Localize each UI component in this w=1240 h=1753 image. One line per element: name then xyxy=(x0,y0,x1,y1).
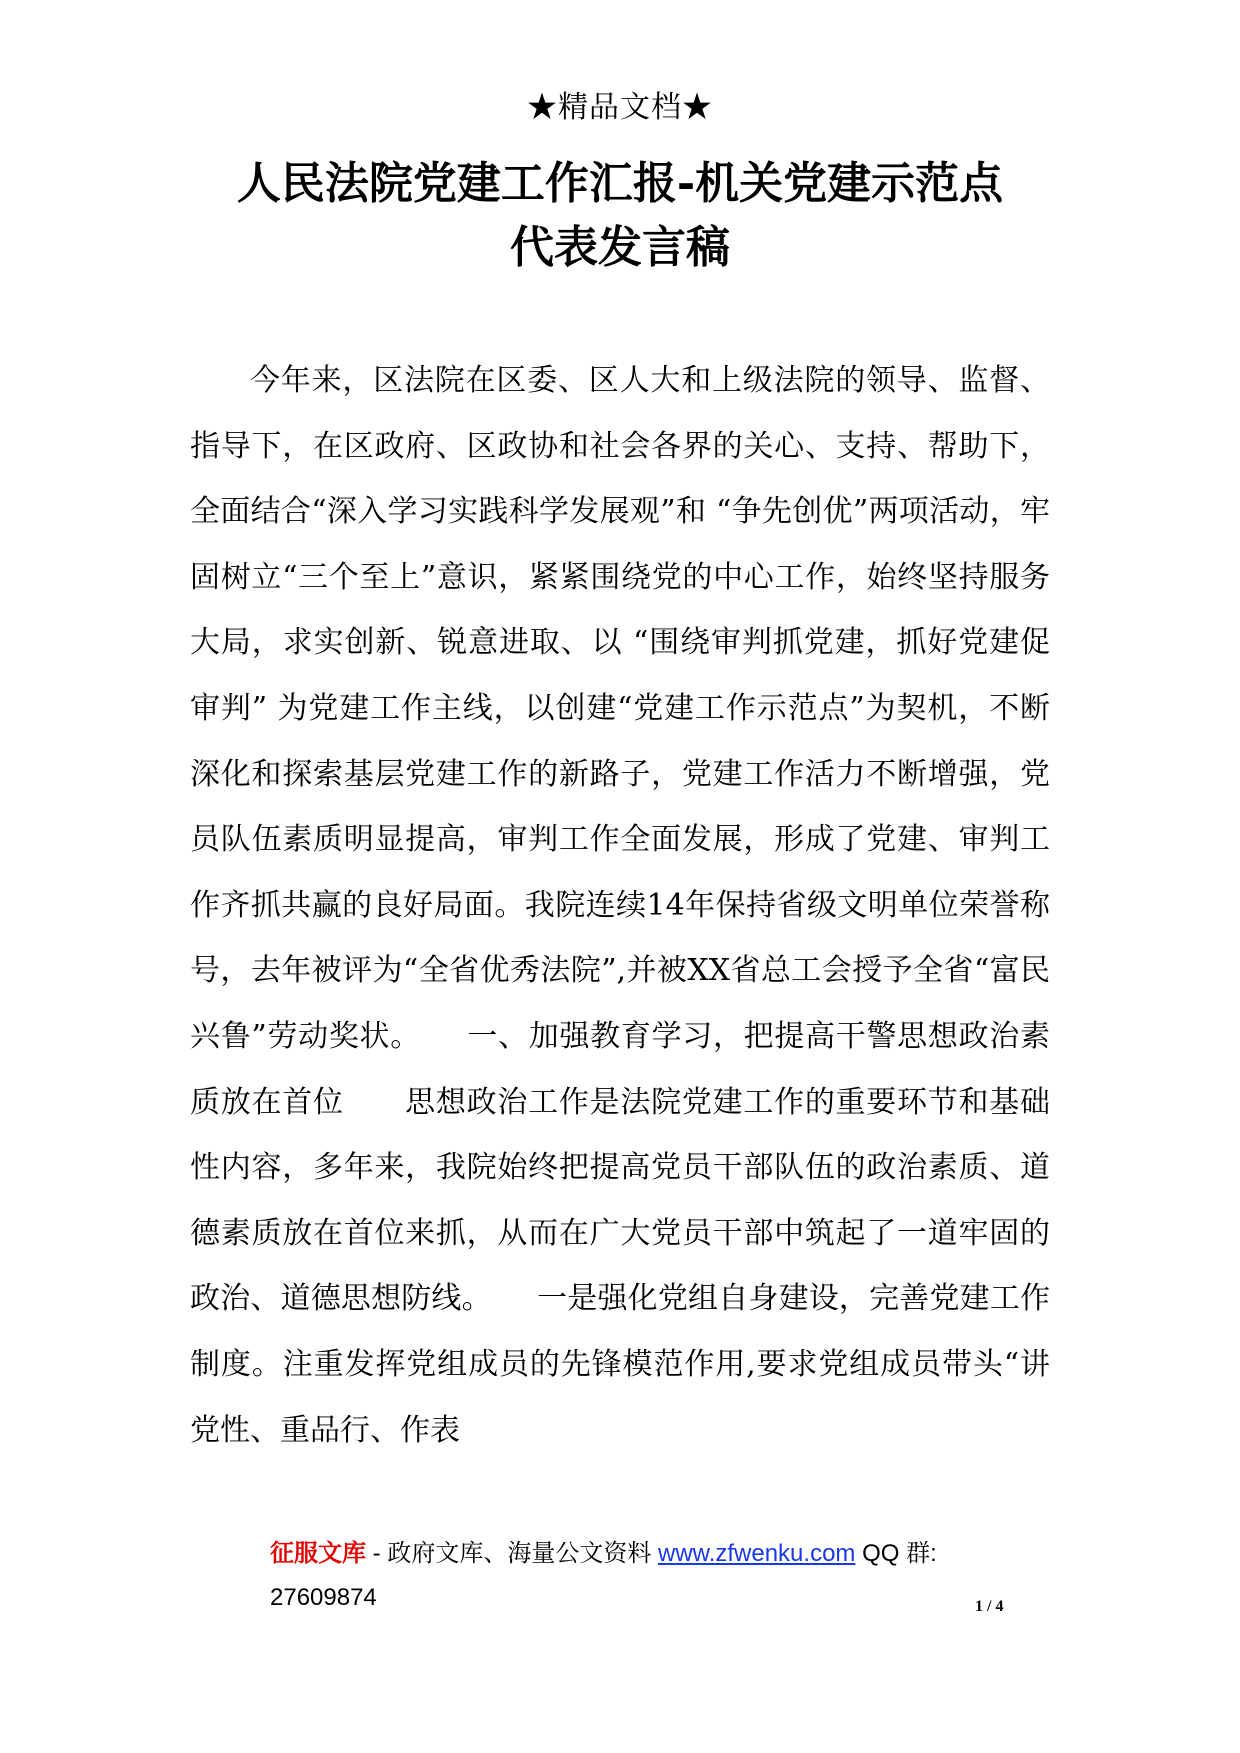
footer-tagline: 政府文库、海量公文资料 xyxy=(387,1540,652,1567)
footer-brand: 征服文库 xyxy=(270,1540,366,1567)
document-title-line-1: 人民法院党建工作汇报-机关党建示范点 xyxy=(236,158,1004,209)
document-title-line-2: 代表发言稿 xyxy=(510,222,730,273)
footer-qq-number: 27609874 xyxy=(270,1584,377,1611)
footer-qq-label: QQ 群: xyxy=(862,1540,937,1567)
header-mark: ★精品文档★ xyxy=(527,90,713,125)
document-title xyxy=(190,152,1050,280)
page-number: 1 / 4 xyxy=(975,1598,1004,1615)
footer-separator: - xyxy=(372,1540,381,1567)
footer-website-link[interactable]: www.zfwenku.com xyxy=(658,1540,856,1567)
document-body: 今年来，区法院在区委、区人大和上级法院的领导、监督、指导下，在区政府、区政协和社会各界的关心、支持、帮助下，全面结合“深入学习实践科学发展观”和 “争先创优”两项活动，牢固树立“三个至上”意识，紧紧围绕党的中心工作，始终坚持服务大局，求实创新、锐意进取、以 “围绕审判抓党建，抓好党建促审判” 为党建工作主线，以创建“党建工作示范点”为契机，不断深化和探索基层党建工作的新路子，党建工作活力不断增强，党员队伍素质明显提高，审判工作全面发展，形成了党建、审判工作齐抓共赢的良好局面。我院连续14年保持省级文明单位荣誉称号，去年被评为“全省优秀法院”,并被XX省总工会授予全省“富民兴鲁”劳动奖状。 一、加强教育学习，把提高干警思想政治素质放在首位 思想政治工作是法院党建工作的重要环节和基础性内容，多年来，我院始终把提高党员干部队伍的政治素质、道德素质放在首位来抓，从而在广大党员干部中筑起了一道牢固的政治、道德思想防线。 一是强化党组自身建设，完善党建工作制度。注重发挥党组成员的先锋模范作用,要求党组成员带头“讲党性、重品行、作表 xyxy=(190,363,1050,1448)
footer xyxy=(270,1532,1030,1620)
